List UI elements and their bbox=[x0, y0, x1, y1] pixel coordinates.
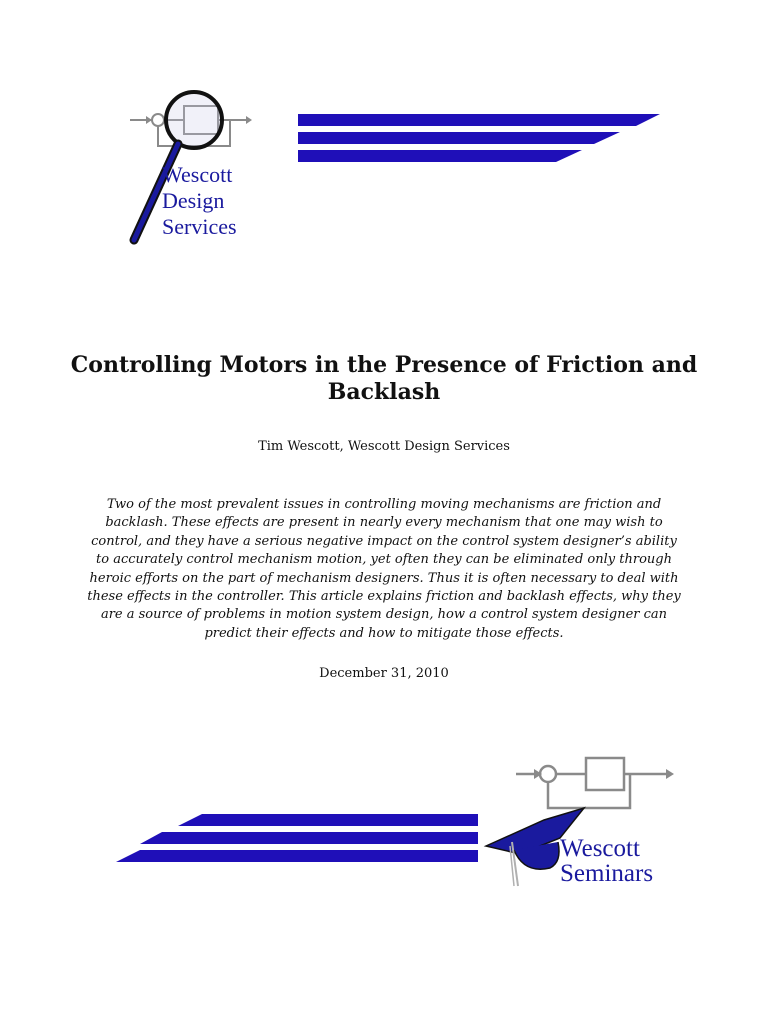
author-line: Tim Wescott, Wescott Design Services bbox=[258, 439, 510, 454]
document-title: Controlling Motors in the Presence of Friction and Backlash bbox=[70, 352, 698, 405]
logo-line-3: Services bbox=[162, 214, 237, 239]
logo-line-2: Design bbox=[162, 188, 225, 213]
logo-line-1: Wescott bbox=[162, 162, 233, 187]
logo-wordmark bbox=[162, 162, 237, 240]
logo-line-2: Seminars bbox=[560, 860, 654, 887]
bottom-decorative-stripes bbox=[116, 812, 478, 866]
abstract-paragraph: Two of the most prevalent issues in controlling moving mechanisms are friction and backlash. These effects are present in nearly every mechanism that one may wish to control, and they have a serious negative impact on the control system designer’s ability to accurately control mechanism motion, yet often they can be eliminated only through heroic efforts on the part of mechanism designers. Thus it is often necessary to deal with these effects in the controller. This article explains friction and backlash effects, why they are a source of problems in motion system design, how a control system designer can predict their effects and how to mitigate those effects. bbox=[87, 497, 681, 641]
wescott-design-services-logo bbox=[122, 86, 262, 248]
publication-date: December 31, 2010 bbox=[319, 666, 449, 681]
logo-wordmark bbox=[560, 836, 653, 886]
top-decorative-stripes bbox=[298, 112, 662, 164]
wescott-seminars-logo bbox=[480, 750, 680, 894]
logo-line-1: Wescott bbox=[560, 835, 640, 862]
